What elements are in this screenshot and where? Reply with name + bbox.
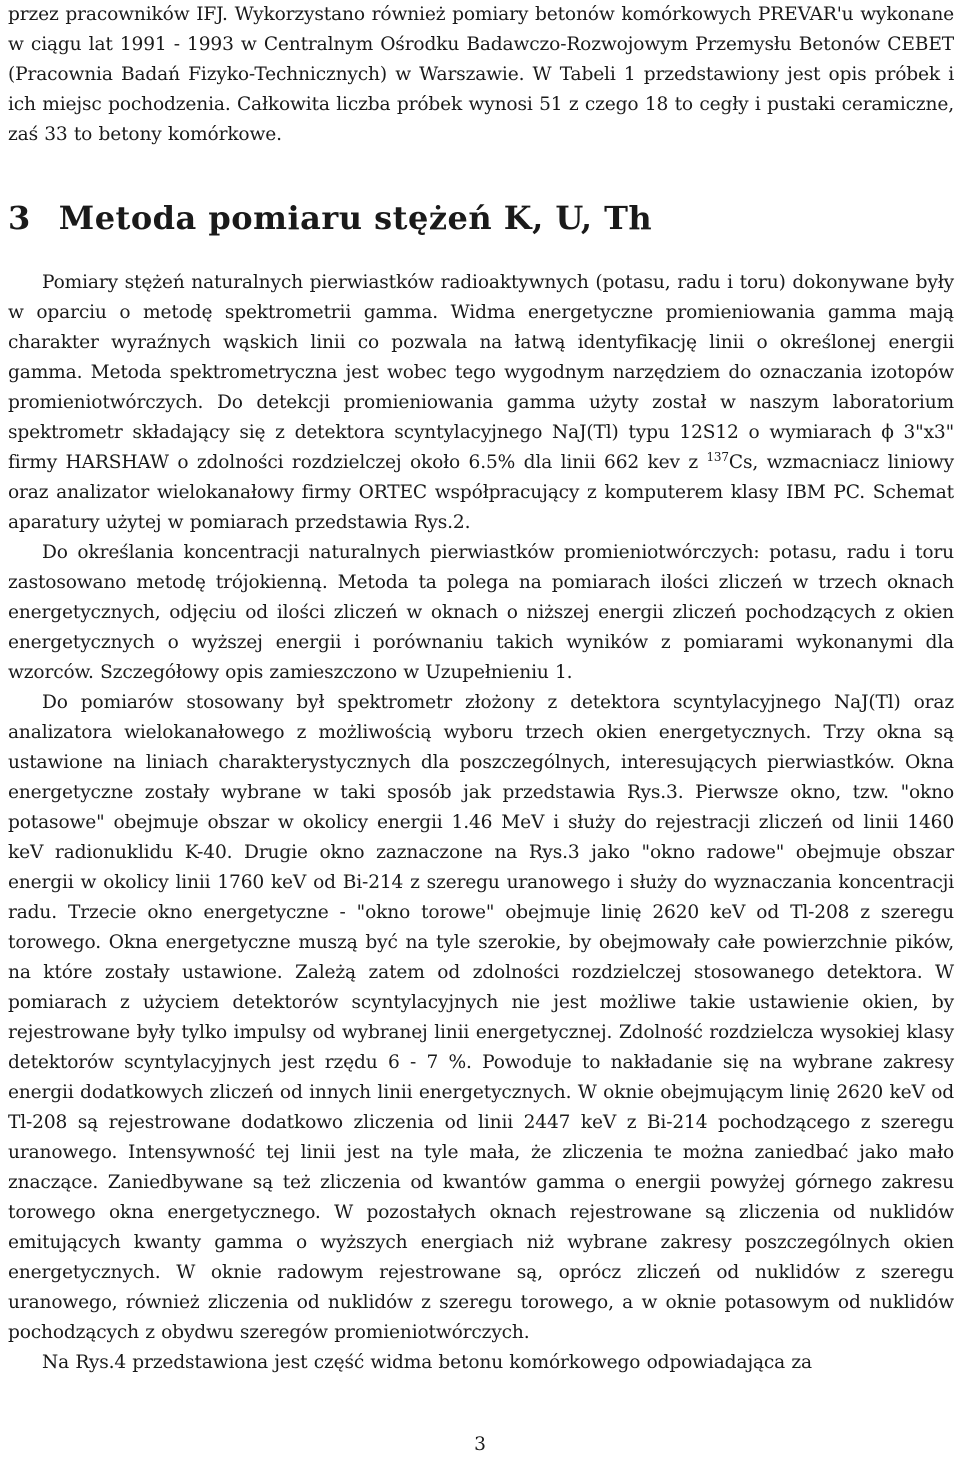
paragraph-measurement-method (8, 268, 954, 538)
section-number: 3 (8, 199, 31, 237)
page-number: 3 (474, 1434, 486, 1455)
section-title: Metoda pomiaru stężeń K, U, Th (58, 199, 653, 237)
paragraph-text-continued: Cs, wzmacniacz liniowy oraz analizator wielokanałowy firmy ORTEC współpracujący z komputerem klasy IBM PC. Schemat aparatury użytej w pomiarach przedstawia Rys.2. (8, 452, 954, 533)
isotope-mass-number: 137 (706, 449, 729, 464)
section-heading (8, 198, 954, 238)
paragraph-text: Pomiary stężeń naturalnych pierwiastków radioaktywnych (potasu, radu i toru) dokonywane były w oparciu o metodę spektrometrii gamma. Widma energetyczne promieniowania gamma mają charakter wyraźnych wąskich linii co pozwala na łatwą identyfikację linii o określonej energii gamma. Metoda spektrometryczna jest wobec tego wygodnym narzędziem do oznaczania izotopów promieniotwórczych. Do detekcji promieniowania gamma użyty został w naszym laboratorium spektrometr składający się z detektora scyntylacyjnego NaJ(Tl) typu 12S12 o wymiarach ϕ 3"x3" firmy HARSHAW o zdolności rozdzielczej około 6.5% dla linii 662 kev z (8, 272, 954, 473)
paragraph-energy-windows: Do pomiarów stosowany był spektrometr złożony z detektora scyntylacyjnego NaJ(Tl) oraz analizatora wielokanałowego z możliwością wyboru trzech okien energetycznych. Trzy okna są ustawione na liniach charakterystycznych dla poszczególnych, interesujących pierwiastków. Okna energetyczne zostały wybrane w taki sposób jak przedstawia Rys.3. Pierwsze okno, tzw. "okno potasowe" obejmuje obszar w okolicy energii 1.46 MeV i służy do rejestracji zliczeń od linii 1460 keV radionuklidu K-40. Drugie okno zaznaczone na Rys.3 jako "okno radowe" obejmuje obszar energii w okolicy linii 1760 keV od Bi-214 z szeregu uranowego i służy do wyznaczania koncentracji radu. Trzecie okno energetyczne - "okno torowe" obejmuje linię 2620 keV od Tl-208 z szeregu torowego. Okna energetyczne muszą być na tyle szerokie, by obejmowały całe powierzchnie pików, na które zostały ustawione. Zależą zatem od zdolności rozdzielczej stosowanego detektora. W pomiarach z użyciem detektorów scyntylacyjnych nie jest możliwe takie ustawienie okien, by rejestrowane były tylko impulsy od wybranej linii energetycznej. Zdolność rozdzielcza wysokiej klasy detektorów scyntylacyjnych jest rzędu 6 - 7 %. Powoduje to nakładanie się na wybrane zakresy energii dodatkowych zliczeń od innych linii energetycznych. W oknie obejmującym linię 2620 keV od Tl-208 są rejestrowane dodatkowo zliczenia od linii 2447 keV z Bi-214 pochodzącego z szeregu uranowego. Intensywność tej linii jest na tyle mała, że zliczenia te można zaniedbać jako mało znaczące. Zaniedbywane są też zliczenia od kwantów gamma o energii powyżej górnego zakresu torowego okna energetycznego. W pozostałych oknach rejestrowane są zliczenia od nuklidów emitujących kwanty gamma o wyższych energiach niż wybrane zakresy poszczególnych okien energetycznych. W oknie radowym rejestrowane są, oprócz zliczeń od nuklidów z szeregu uranowego, również zliczenia od nuklidów z szeregu torowego, a w oknie potasowym od nuklidów pochodzących z obydwu szeregów promieniotwórczych. (8, 692, 954, 1343)
paragraph-three-window-method: Do określania koncentracji naturalnych pierwiastków promieniotwórczych: potasu, radu i toru zastosowano metodę trójokienną. Metoda ta polega na pomiarach ilości zliczeń w trzech oknach energetycznych, odjęciu od ilości zliczeń w oknach o niższej energii zliczeń pochodzących z okien energetycznych o wyższej energii i porównaniu takich wyników z pomiarami wykonanymi dla wzorców. Szczegółowy opis zamieszczono w Uzupełnieniu 1. (8, 542, 954, 683)
page-content (8, 0, 954, 1378)
intro-paragraph: przez pracowników IFJ. Wykorzystano również pomiary betonów komórkowych PREVAR'u wykonane w ciągu lat 1991 - 1993 w Centralnym Ośrodku Badawczo-Rozwojowym Przemysłu Betonów CEBET (Pracownia Badań Fizyko-Technicznych) w Warszawie. W Tabeli 1 przedstawiony jest opis próbek i ich miejsc pochodzenia. Całkowita liczba próbek wynosi 51 z czego 18 to cegły i pustaki ceramiczne, zaś 33 to betony komórkowe. (8, 4, 954, 145)
section-body (8, 268, 954, 1378)
paragraph-figure-reference: Na Rys.4 przedstawiona jest część widma betonu komórkowego odpowiadająca za (42, 1352, 812, 1373)
